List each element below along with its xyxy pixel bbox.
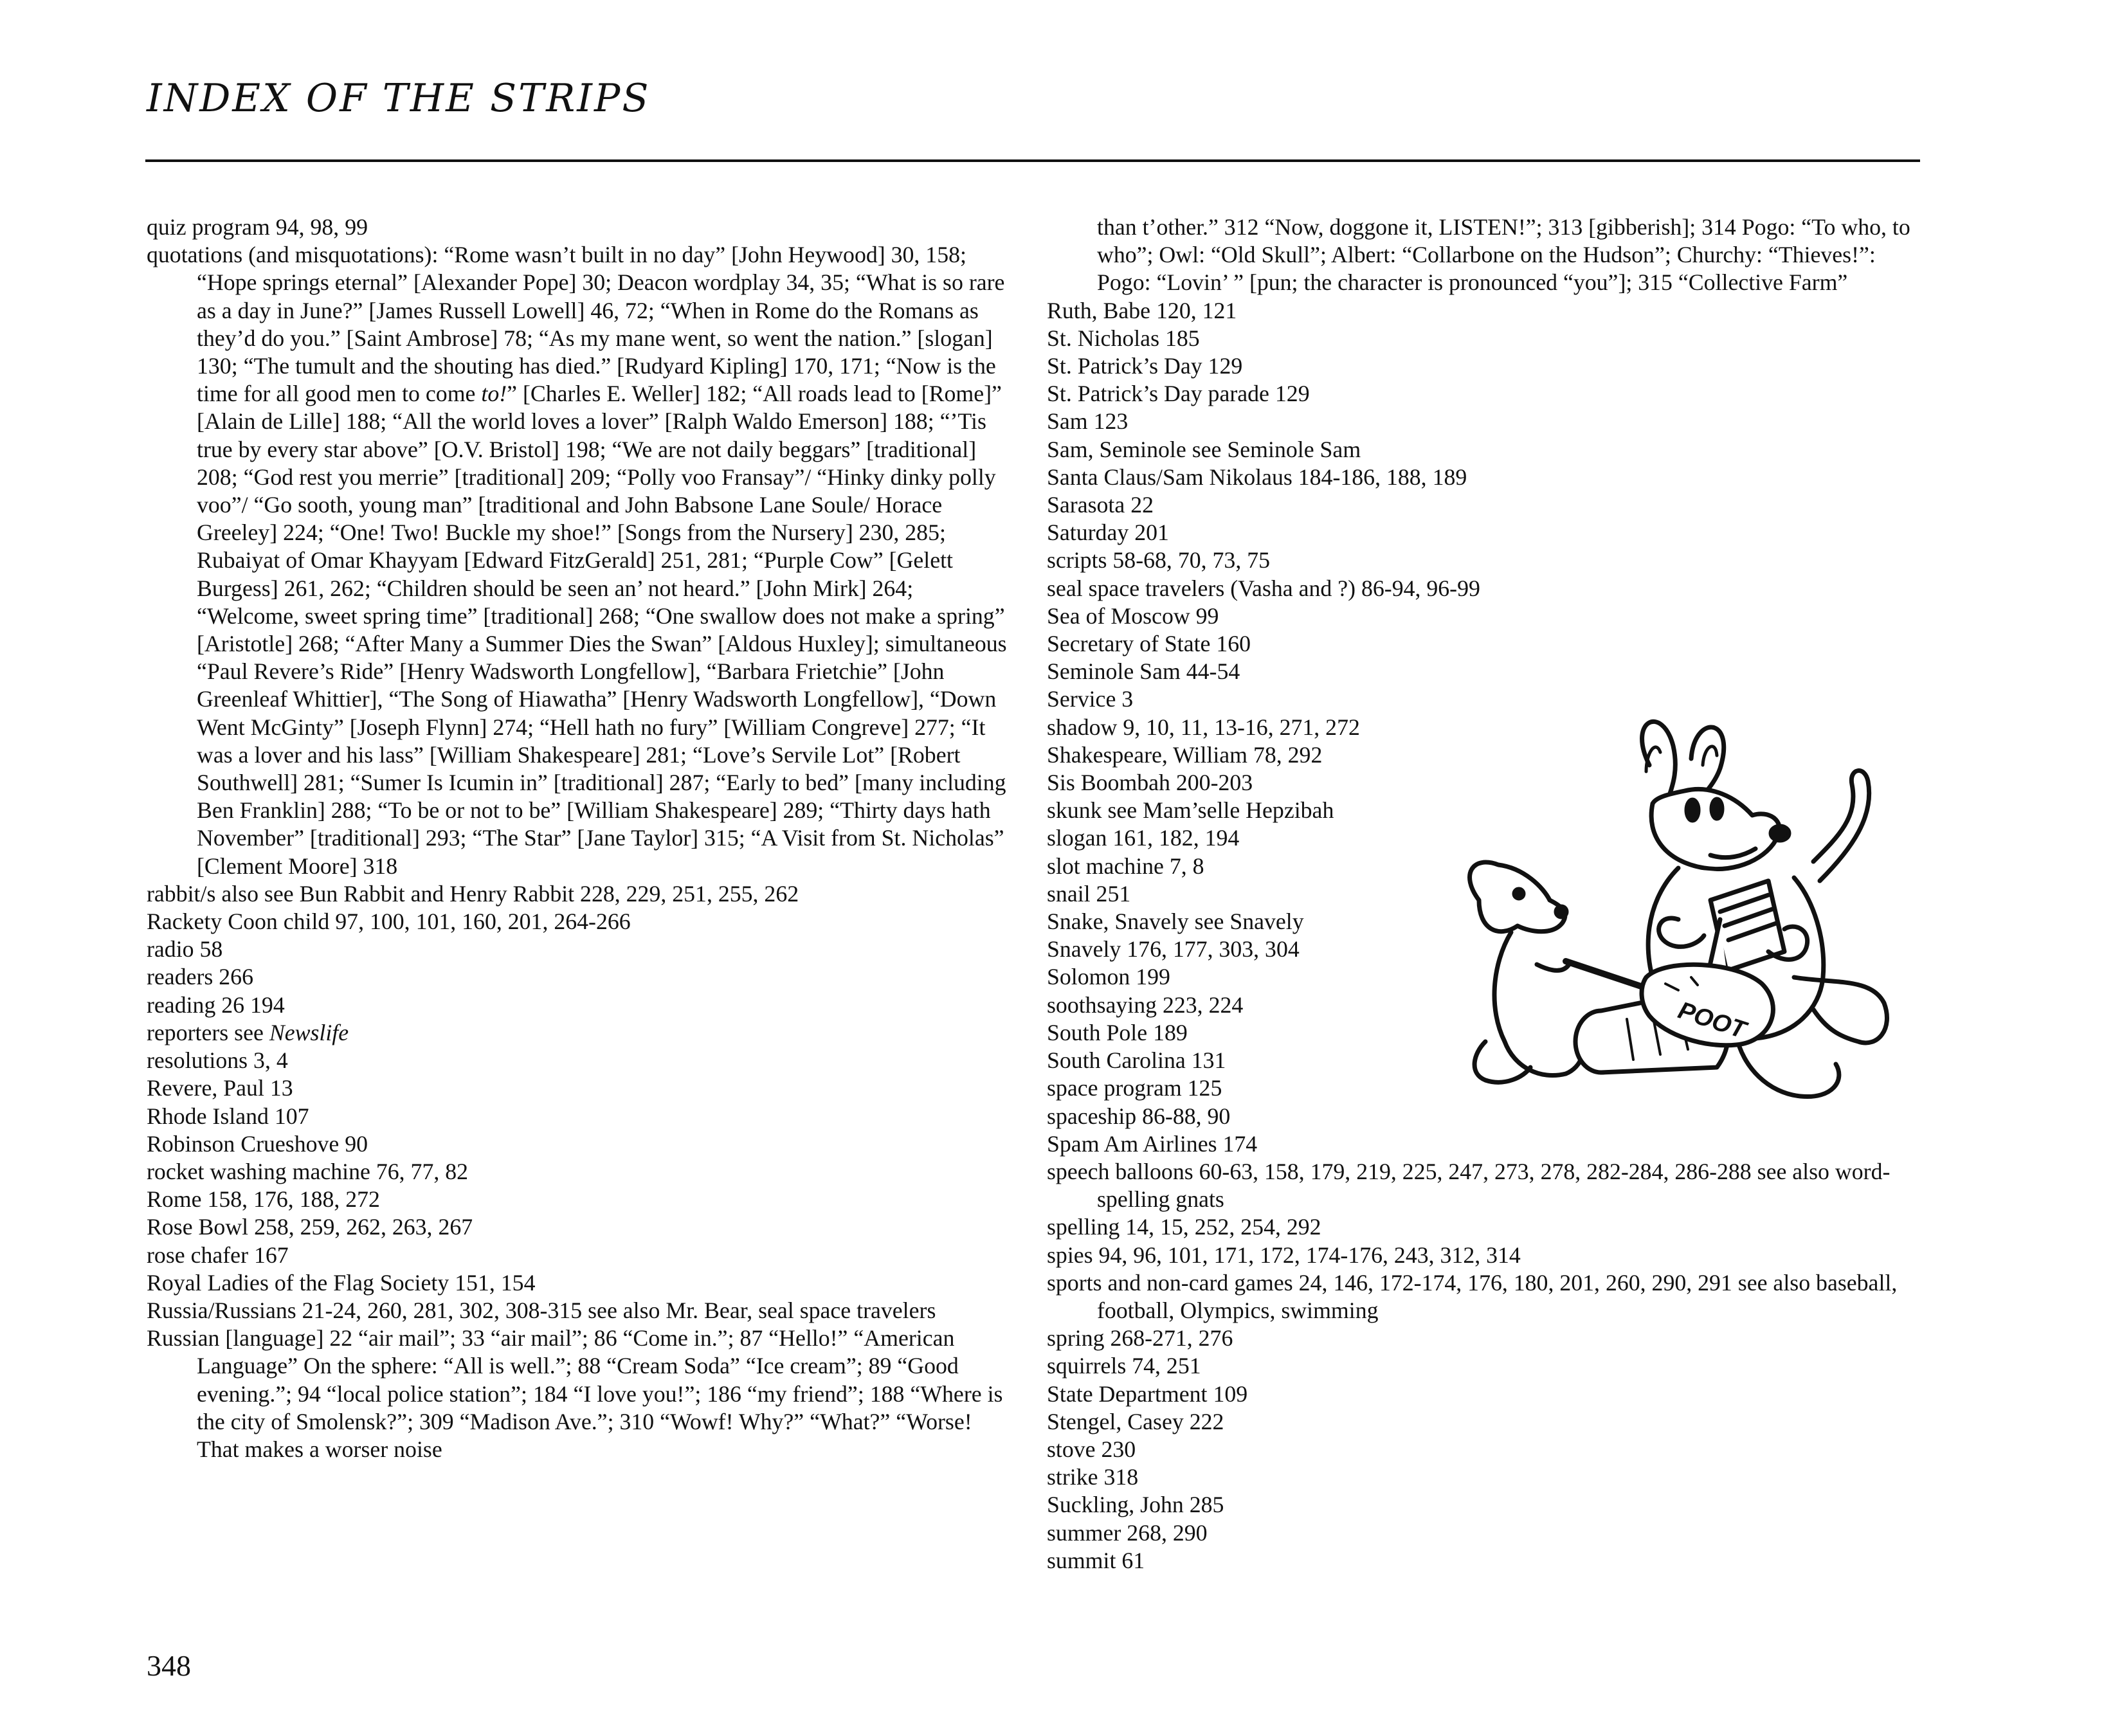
index-entry: Sarasota 22 [1047,492,1154,518]
index-entry: Russian [language] 22 “air mail”; 33 “air mail”; 86 “Come in.”; 87 “Hello!” “American Language” On the sphere: “All is well.”; 88 “Cream Soda” “Ice cream”; 89 “Good evening.”; 94 “local police station”; 184 “I love you!”; 186 “my friend”; 188 “Where is the city of Smolensk?”; 309 “Madison Ave.”; 310 “Wowf! Why?” “What?” “Worse! That makes a worser noise [147,1325,1003,1462]
index-entry: Solomon 199 [1047,964,1170,990]
index-entry: State Department 109 [1047,1380,1248,1407]
index-entry: snail 251 [1047,880,1131,907]
index-entry: strike 318 [1047,1464,1139,1490]
index-entry: Spam Am Airlines 174 [1047,1130,1258,1157]
index-entry: Royal Ladies of the Flag Society 151, 154 [147,1269,536,1296]
index-entry: spelling 14, 15, 252, 254, 292 [1047,1214,1321,1240]
index-entry: Rose Bowl 258, 259, 262, 263, 267 [147,1214,473,1240]
index-column-left [147,213,1011,1463]
index-entry: St. Nicholas 185 [1047,325,1200,351]
index-entry: spaceship 86-88, 90 [1047,1103,1231,1129]
index-entry: Saturday 201 [1047,520,1169,546]
index-entry: Santa Claus/Sam Nikolaus 184-186, 188, 189 [1047,464,1467,490]
index-entry: Rome 158, 176, 188, 272 [147,1186,380,1213]
index-entry: shadow 9, 10, 11, 13-16, 271, 272 [1047,714,1360,740]
index-entry: Rackety Coon child 97, 100, 101, 160, 201, 264-266 [147,909,631,935]
index-entry: stove 230 [1047,1436,1136,1462]
index-entry: South Pole 189 [1047,1019,1188,1045]
index-entry: spies 94, 96, 101, 171, 172, 174-176, 243, 312, 314 [1047,1242,1521,1268]
index-entry: seal space travelers (Vasha and ?) 86-94, 96-99 [1047,575,1480,601]
index-entry: slot machine 7, 8 [1047,853,1204,879]
index-entry: Snavely 176, 177, 303, 304 [1047,936,1300,963]
index-entry: spring 268-271, 276 [1047,1325,1233,1352]
pogo-reading-illustration [1434,707,1897,1125]
index-entry: rose chafer 167 [147,1242,289,1268]
index-entry: quotations (and misquotations): “Rome wasn’t built in no day” [John Heywood] 30, 158; “Hope springs eternal” [Alexander Pope] 30; Deacon wordplay 34, 35; “What is so rare as a day in June?” [James Russell Lowell] 46, 72; “When in Rome do the Romans as they’d do you.” [Saint Ambrose] 78; “As my mane went, so went the nation.” [slogan] 130; “The tumult and the shouting has died.” [Rudyard Kipling] 170, 171; “Now is the time for all good men to come to!” [Charles E. Weller] 182; “All roads lead to [Rome]” [Alain de Lille] 188; “All the world loves a lover” [Ralph Waldo Emerson] 188; “’Tis true by every star above” [O.V. Bristol] 198; “We are not daily beggars” [traditional] 208; “God rest you merrie” [traditional] 209; “Polly voo Fransay”/ “Hinky dinky polly voo”/ “Go sooth, young man” [traditional and John Babsone Lane Soule/ Horace Greeley] 224; “One! Two! Buckle my shoe!” [Songs from the Nursery] 230, 285; Rubaiyat of Omar Khayyam [Edward FitzGerald] 251, 281; “Purple Cow” [Gelett Burgess] 261, 262; “Children should be seen an’ not heard.” [John Mirk] 264; “Welcome, sweet spring time” [traditional] 268; “One swallow does not make a spring” [Aristotle] 268; “After Many a Summer Dies the Swan” [Aldous Huxley]; simultaneous “Paul Revere’s Ride” [Henry Wadsworth Longfellow], “Barbara Frietchie” [John Greenleaf Whittier], “The Song of Hiawatha” [Henry Wadsworth Longfellow], “Down Went McGinty” [Joseph Flynn] 274; “Hell hath no fury” [William Congreve] 277; “It was a lover and his lass” [William Shakespeare] 281; “Love’s Servile Lot” [Robert Southwell] 281; “Sumer Is Icumin in” [traditional] 287; “Early to bed” [many including Ben Franklin] 288; “To be or not to be” [William Shakespeare] 289; “Thirty days hath November” [traditional] 293; “The Star” [Jane Taylor] 315; “A Visit from St. Nicholas” [Clement Moore] 318 [147,242,1007,879]
index-entry: readers 266 [147,964,253,990]
index-entry: reporters see Newslife [147,1019,349,1045]
index-entry: Sea of Moscow 99 [1047,602,1219,629]
poot-sound-effect: POOT [1674,997,1749,1044]
index-entry: slogan 161, 182, 194 [1047,825,1240,851]
index-entry: soothsaying 223, 224 [1047,991,1244,1018]
index-entry: Stengel, Casey 222 [1047,1408,1224,1434]
running-head: INDEX OF THE STRIPS [147,76,651,121]
index-entry: Secretary of State 160 [1047,631,1251,657]
index-entry: rocket washing machine 76, 77, 82 [147,1158,469,1184]
index-entry: summer 268, 290 [1047,1519,1208,1546]
index-entry: Rhode Island 107 [147,1103,309,1129]
index-entry: Shakespeare, William 78, 292 [1047,741,1323,768]
index-entry: Sam, Seminole see Seminole Sam [1047,436,1361,462]
index-entry: Seminole Sam 44-54 [1047,658,1240,685]
index-entry: Sam 123 [1047,408,1129,435]
index-entry: Revere, Paul 13 [147,1075,293,1101]
index-entry: Snake, Snavely see Snavely [1047,909,1304,935]
index-entry: squirrels 74, 251 [1047,1353,1201,1379]
index-entry: Russia/Russians 21-24, 260, 281, 302, 308-315 see also Mr. Bear, seal space travelers [147,1297,936,1323]
index-entry: scripts 58-68, 70, 73, 75 [1047,547,1271,574]
index-entry: skunk see Mam’selle Hepzibah [1047,797,1334,824]
index-entry: Sis Boombah 200-203 [1047,770,1253,796]
index-entry: Service 3 [1047,686,1134,712]
header-rule [145,159,1920,162]
index-entry: resolutions 3, 4 [147,1047,288,1074]
page-number: 348 [147,1649,191,1682]
index-entry: rabbit/s also see Bun Rabbit and Henry Rabbit 228, 229, 251, 255, 262 [147,880,799,907]
index-entry: Suckling, John 285 [1047,1492,1224,1518]
index-entry: sports and non-card games 24, 146, 172-174, 176, 180, 201, 260, 290, 291 see also baseball, football, Olympics, swimming [1047,1269,1898,1323]
index-entry: radio 58 [147,936,223,963]
index-entry: space program 125 [1047,1075,1222,1101]
index-entry: speech balloons 60-63, 158, 179, 219, 225, 247, 273, 278, 282-284, 286-288 see also word-spelling gnats [1047,1158,1891,1213]
index-entry: St. Patrick’s Day parade 129 [1047,381,1310,407]
index-entry: summit 61 [1047,1547,1145,1573]
index-entry: quiz program 94, 98, 99 [147,214,368,240]
index-entry: South Carolina 131 [1047,1047,1226,1074]
index-entry: reading 26 194 [147,991,285,1018]
index-entry: St. Patrick’s Day 129 [1047,353,1243,379]
index-entry-continuation: than t’other.” 312 “Now, doggone it, LISTEN!”; 313 [gibberish]; 314 Pogo: “To who, to who”; Owl: “Old Skull”; Albert: “Collarbone on the Hudson”; Churchy: “Thieves!”: Pogo: “Lovin’ ” [pun; the character is pronounced “you”]; 315 “Collective Farm” [1097,214,1910,296]
index-entry: Robinson Crueshove 90 [147,1130,368,1157]
index-entry: Ruth, Babe 120, 121 [1047,297,1237,323]
